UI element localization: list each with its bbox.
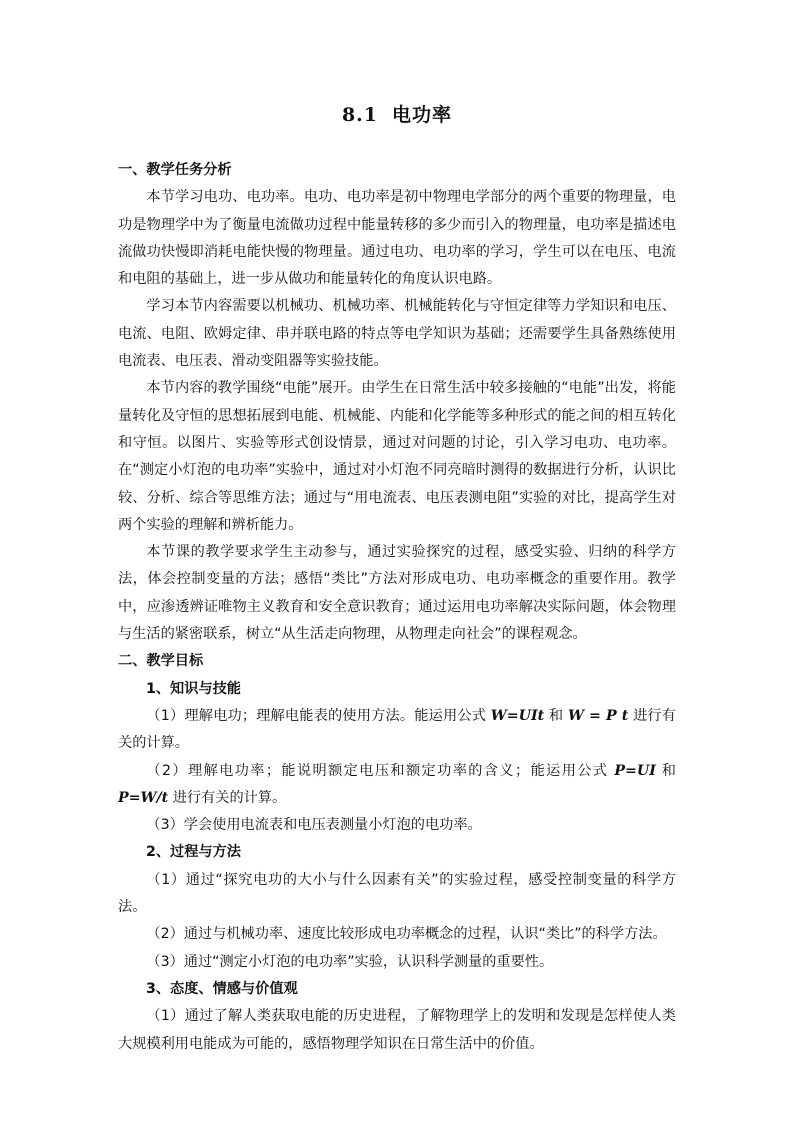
paragraph: 学习本节内容需要以机械功、机械功率、机械能转化与守恒定律等力学知识和电压、电流、电阻、欧姆定律、串并联电路的特点等电学知识为基础；还需要学生具备熟练使用电流表、电压表、滑动变阻器等实验技能。 <box>118 298 676 370</box>
section-heading-analysis: 一、教学任务分析 <box>118 162 232 178</box>
formula: P=W/t <box>118 789 169 806</box>
goal-item: （1）通过了解人类获取电能的历史进程，了解物理学上的发明和发现是怎样使人类大规模利用电能成为可能的，感悟物理学知识在日常生活中的价值。 <box>118 1008 676 1052</box>
title-text: 电功率 <box>392 104 453 126</box>
document-body <box>118 157 676 1058</box>
section-number: 8.1 <box>341 104 379 126</box>
goal-item: （2）理解电功率；能说明额定电压和额定功率的含义；能运用公式 P=UI 和 P=W/t 进行有关的计算。 <box>118 762 676 806</box>
goal-item: （3）通过“测定小灯泡的电功率”实验，认识科学测量的重要性。 <box>146 953 554 970</box>
goal-item: （1）理解电功；理解电能表的使用方法。能运用公式 W=UIt 和 W = P t 进行有关的计算。 <box>118 707 676 752</box>
subsection-heading-attitude: 3、态度、情感与价值观 <box>146 980 298 997</box>
subsection-heading-knowledge: 1、知识与技能 <box>146 680 241 697</box>
paragraph: 本节内容的教学围绕“电能”展开。由学生在日常生活中较多接触的“电能”出发，将能量转化及守恒的思想拓展到电能、机械能、内能和化学能等多种形式的能之间的相互转化和守恒。以图片、实验等形式创设情景，通过对问题的讨论，引入学习电功、电功率。在“测定小灯泡的电功率”实验中，通过对小灯泡不同亮暗时测得的数据进行分析，认识比较、分析、综合等思维方法；通过与“用电流表、电压表测电阻”实验的对比，提高学生对两个实验的理解和辨析能力。 <box>118 380 676 533</box>
formula: W = P t <box>567 707 629 724</box>
page-title <box>0 100 794 127</box>
goal-item: （2）通过与机械功率、速度比较形成电功率概念的过程，认识“类比”的科学方法。 <box>146 926 667 943</box>
paragraph: 本节学习电功、电功率。电功、电功率是初中物理电学部分的两个重要的物理量，电功是物理学中为了衡量电流做功过程中能量转移的多少而引入的物理量，电功率是描述电流做功快慢即消耗电能快慢的物理量。通过电功、电功率的学习，学生可以在电压、电流和电阻的基础上，进一步从做功和能量转化的角度认识电路。 <box>118 189 676 288</box>
goal-item: （3）学会使用电流表和电压表测量小灯泡的电功率。 <box>146 817 482 834</box>
formula: W=UIt <box>490 707 545 724</box>
section-heading-goals: 二、教学目标 <box>118 653 204 670</box>
subsection-heading-process: 2、过程与方法 <box>146 844 241 861</box>
goal-item: （1）通过“探究电功的大小与什么因素有关”的实验过程，感受控制变量的科学方法。 <box>118 871 676 916</box>
formula: P=UI <box>614 762 656 779</box>
paragraph: 本节课的教学要求学生主动参与，通过实验探究的过程，感受实验、归纳的科学方法，体会控制变量的方法；感悟“类比”方法对形成电功、电功率概念的重要作用。教学中，应渗透辨证唯物主义教育和安全意识教育；通过运用电功率解决实际问题，体会物理与生活的紧密联系，树立“从生活走向物理，从物理走向社会”的课程观念。 <box>118 544 676 643</box>
